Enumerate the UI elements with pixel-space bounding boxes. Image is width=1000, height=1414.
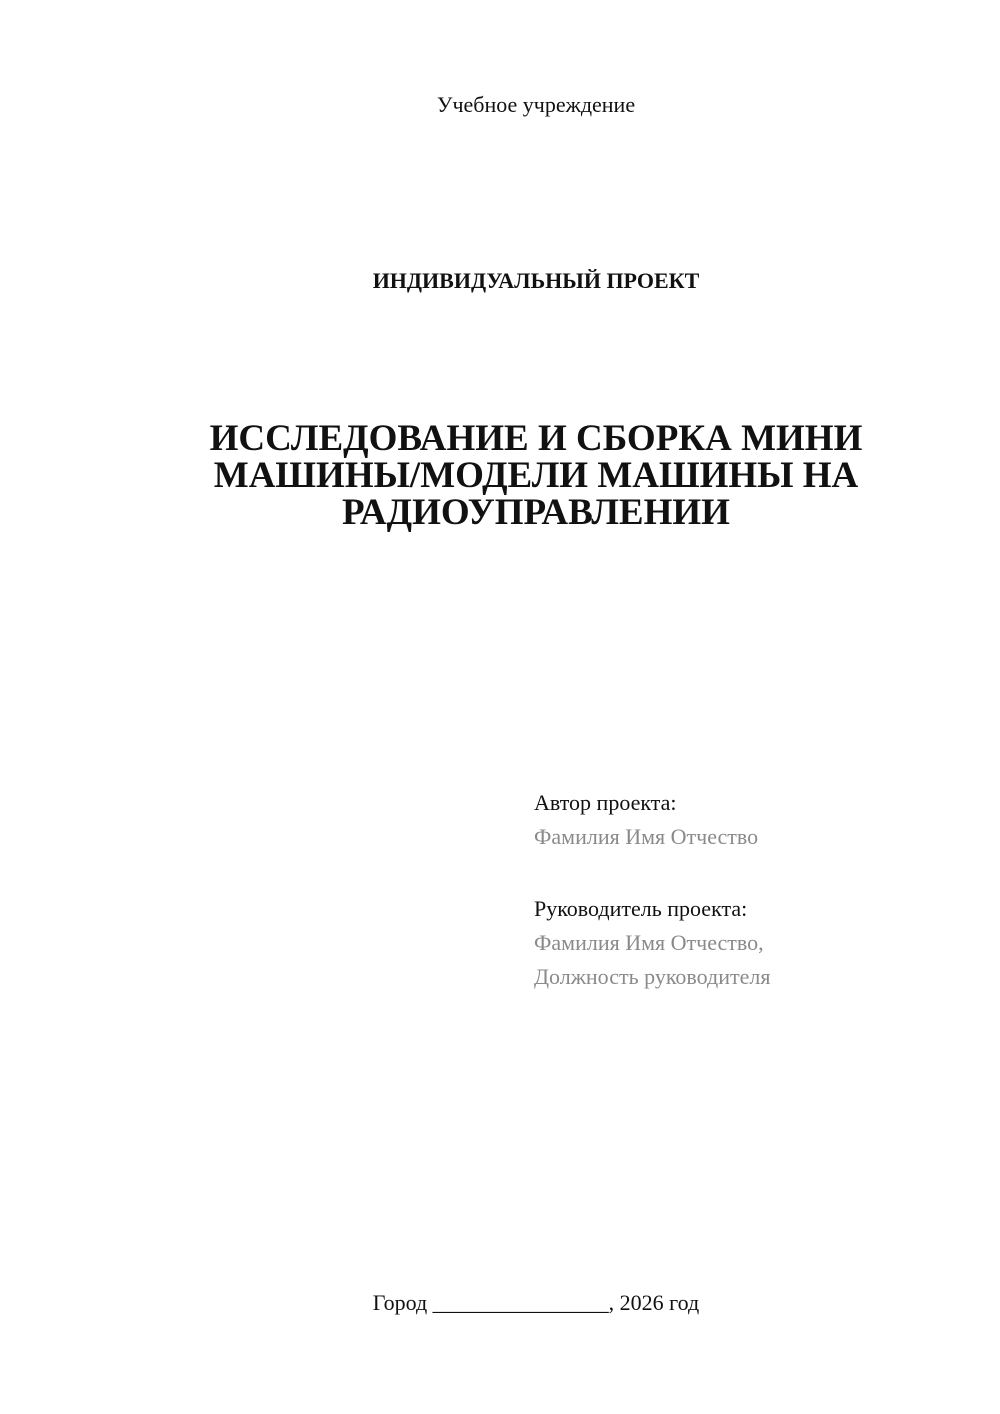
institution-name: Учебное учреждение: [436, 92, 636, 117]
supervisor-position: Должность руководителя: [534, 964, 771, 989]
supervisor-label: Руководитель проекта:: [534, 896, 748, 921]
supervisor-block: [534, 892, 770, 994]
author-label: Автор проекта:: [534, 790, 677, 815]
author-name: Фамилия Имя Отчество: [534, 824, 759, 849]
author-block: [534, 786, 758, 854]
city-year-line: Город ________________, 2026 год: [372, 1290, 700, 1315]
project-title-line: ИССЛЕДОВАНИЕ И СБОРКА МИНИ: [209, 418, 863, 459]
project-title-line: РАДИОУПРАВЛЕНИИ: [342, 492, 730, 533]
supervisor-name: Фамилия Имя Отчество,: [534, 930, 764, 955]
project-type: ИНДИВИДУАЛЬНЫЙ ПРОЕКТ: [372, 268, 700, 293]
project-title-line: МАШИНЫ/МОДЕЛИ МАШИНЫ НА: [213, 455, 859, 496]
project-title: [180, 420, 892, 531]
